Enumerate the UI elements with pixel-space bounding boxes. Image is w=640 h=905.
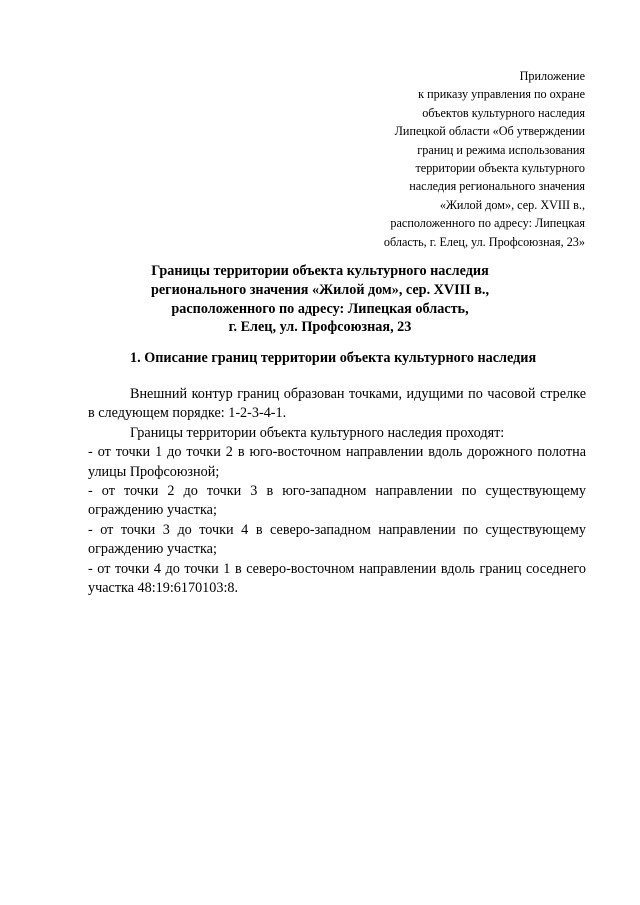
appendix-line: объектов культурного наследия	[422, 105, 585, 120]
appendix-line: границ и режима использования	[417, 142, 585, 157]
boundaries-intro: Границы территории объекта культурного наследия проходят:	[130, 424, 505, 441]
appendix-line: территории объекта культурного	[415, 161, 585, 176]
contour-paragraph: Внешний контур границ образован точками, идущими по часовой стрелке в следующем порядке: 1-2-3-4-1.	[88, 386, 586, 422]
title-line: г. Елец, ул. Профсоюзная, 23	[228, 319, 412, 336]
boundary-item: - от точки 4 до точки 1 в северо-восточном направлении вдоль границ соседнего участка 48:19:6170103:8.	[88, 560, 586, 597]
appendix-line: Приложение	[519, 69, 585, 83]
title-line: расположенного по адресу: Липецкая область,	[171, 300, 469, 317]
boundary-item: - от точки 2 до точки 3 в юго-западном направлении по существующему ограждению участка;	[88, 483, 586, 519]
body-text	[88, 385, 586, 598]
boundary-item: - от точки 3 до точки 4 в северо-западном направлении по существующему ограждению участка;	[88, 521, 586, 558]
section-heading: 1. Описание границ территории объекта культурного наследия	[130, 350, 537, 366]
appendix-line: «Жилой дом», сер. XVIII в.,	[439, 197, 585, 212]
document-title	[90, 262, 550, 337]
appendix-line: расположенного по адресу: Липецкая	[390, 216, 585, 231]
appendix-line: наследия регионального значения	[409, 179, 585, 194]
title-line: Границы территории объекта культурного наследия	[151, 263, 489, 279]
boundary-item: - от точки 1 до точки 2 в юго-восточном направлении вдоль дорожного полотна улицы Профсоюзной;	[88, 444, 586, 480]
appendix-line: область, г. Елец, ул. Профсоюзная, 23»	[383, 234, 585, 249]
appendix-line: к приказу управления по охране	[418, 87, 585, 102]
appendix-block	[325, 67, 585, 251]
title-line: регионального значения «Жилой дом», сер. XVIII в.,	[150, 281, 490, 298]
appendix-line: Липецкой области «Об утверждении	[394, 124, 585, 139]
